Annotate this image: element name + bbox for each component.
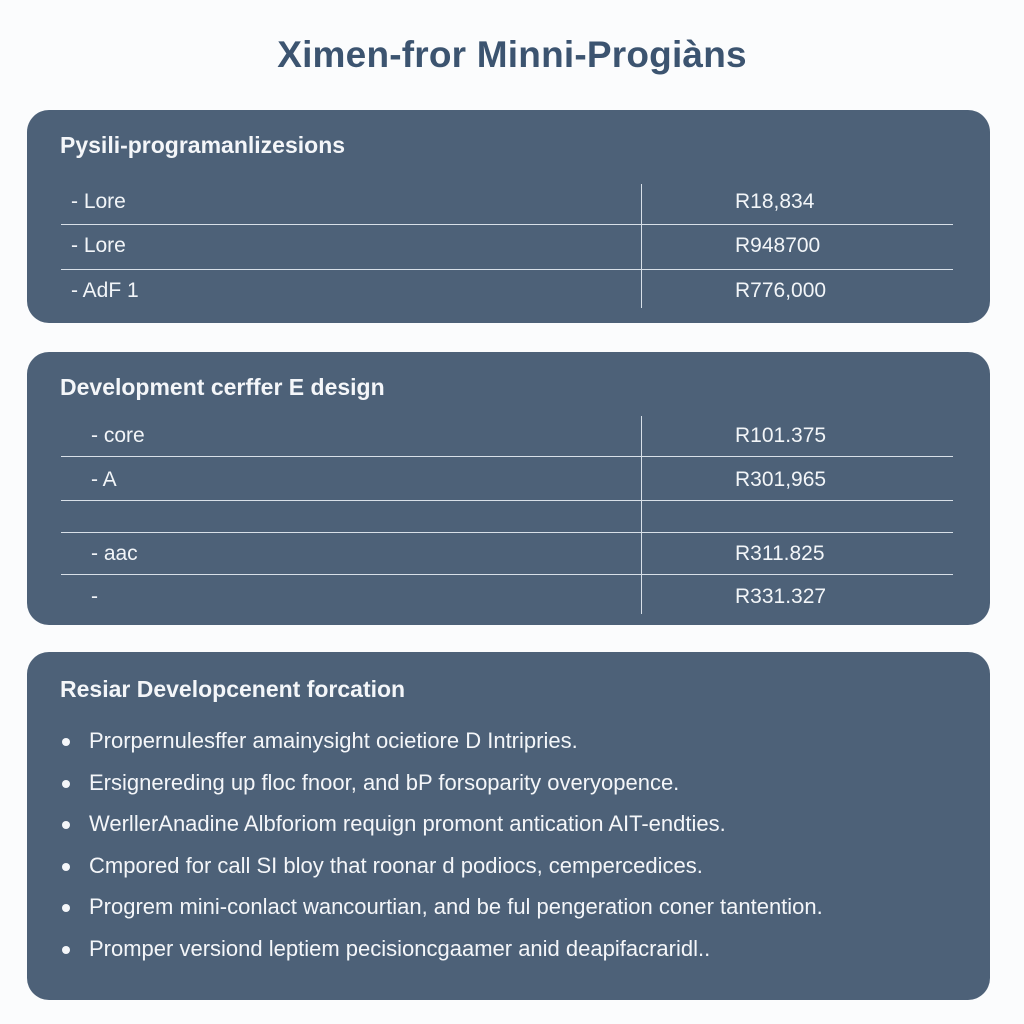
list-item-text: Cmpored for call SI bloy that roonar d podiocs, cempercedices. bbox=[89, 852, 703, 878]
row-value: R948700 bbox=[735, 234, 821, 257]
list-item bbox=[59, 724, 823, 766]
row-divider bbox=[61, 532, 953, 533]
list-item-text: Prorpernulesffer amainysight ocietiore D Intripries. bbox=[89, 728, 578, 753]
row-divider bbox=[61, 269, 953, 270]
list-item bbox=[59, 932, 823, 974]
pricing-card-1 bbox=[27, 110, 990, 323]
list-item bbox=[59, 890, 823, 932]
bullet-icon bbox=[62, 780, 70, 788]
card-heading: Resiar Developcenent forcation bbox=[60, 676, 406, 702]
row-divider bbox=[61, 456, 953, 457]
card-heading: Pysili-programanlizesions bbox=[60, 132, 346, 158]
row-divider bbox=[61, 224, 953, 225]
row-label: - core bbox=[91, 424, 145, 447]
list-item bbox=[59, 849, 823, 891]
bullet-list bbox=[59, 724, 823, 973]
row-label: - AdF 1 bbox=[71, 279, 139, 302]
row-label: - A bbox=[91, 468, 117, 491]
row-label: - aac bbox=[91, 542, 138, 565]
list-item-text: Progrem mini-conlact wancourtian, and be ful pengeration coner tantention. bbox=[89, 894, 823, 919]
bullet-icon bbox=[62, 946, 70, 954]
row-label: - Lore bbox=[71, 234, 126, 257]
bullet-icon bbox=[62, 821, 70, 829]
list-item bbox=[59, 766, 823, 808]
list-item-text: Promper versiond leptiem pecisioncgaamer anid deapifacraridl.. bbox=[89, 935, 711, 961]
row-value: R101.375 bbox=[735, 424, 827, 447]
row-value: R331.327 bbox=[735, 585, 827, 608]
row-divider bbox=[61, 574, 953, 575]
list-item-text: Ersignereding up floc fnoor, and bP forsoparity overyopence. bbox=[89, 769, 680, 795]
list-item bbox=[59, 807, 823, 849]
bullet-icon bbox=[62, 738, 70, 746]
list-item-text: WerllerAnadine Albforiom requign promont antication AIT-endties. bbox=[89, 811, 726, 836]
bullet-icon bbox=[62, 904, 70, 912]
bullet-icon bbox=[62, 863, 70, 871]
row-label: - Lore bbox=[71, 190, 126, 213]
info-card bbox=[27, 652, 990, 1000]
row-label: - bbox=[91, 585, 98, 608]
column-divider bbox=[641, 416, 642, 614]
pricing-card-2 bbox=[27, 352, 990, 625]
column-divider bbox=[641, 184, 642, 308]
row-value: R301,965 bbox=[735, 468, 827, 491]
row-value: R18,834 bbox=[735, 190, 815, 213]
card-heading: Development cerffer E design bbox=[60, 374, 385, 400]
row-value: R311.825 bbox=[735, 542, 825, 565]
row-divider bbox=[61, 500, 953, 501]
row-value: R776,000 bbox=[735, 279, 827, 302]
page-title: Ximen-fror Minni-Progiàns bbox=[277, 34, 747, 75]
